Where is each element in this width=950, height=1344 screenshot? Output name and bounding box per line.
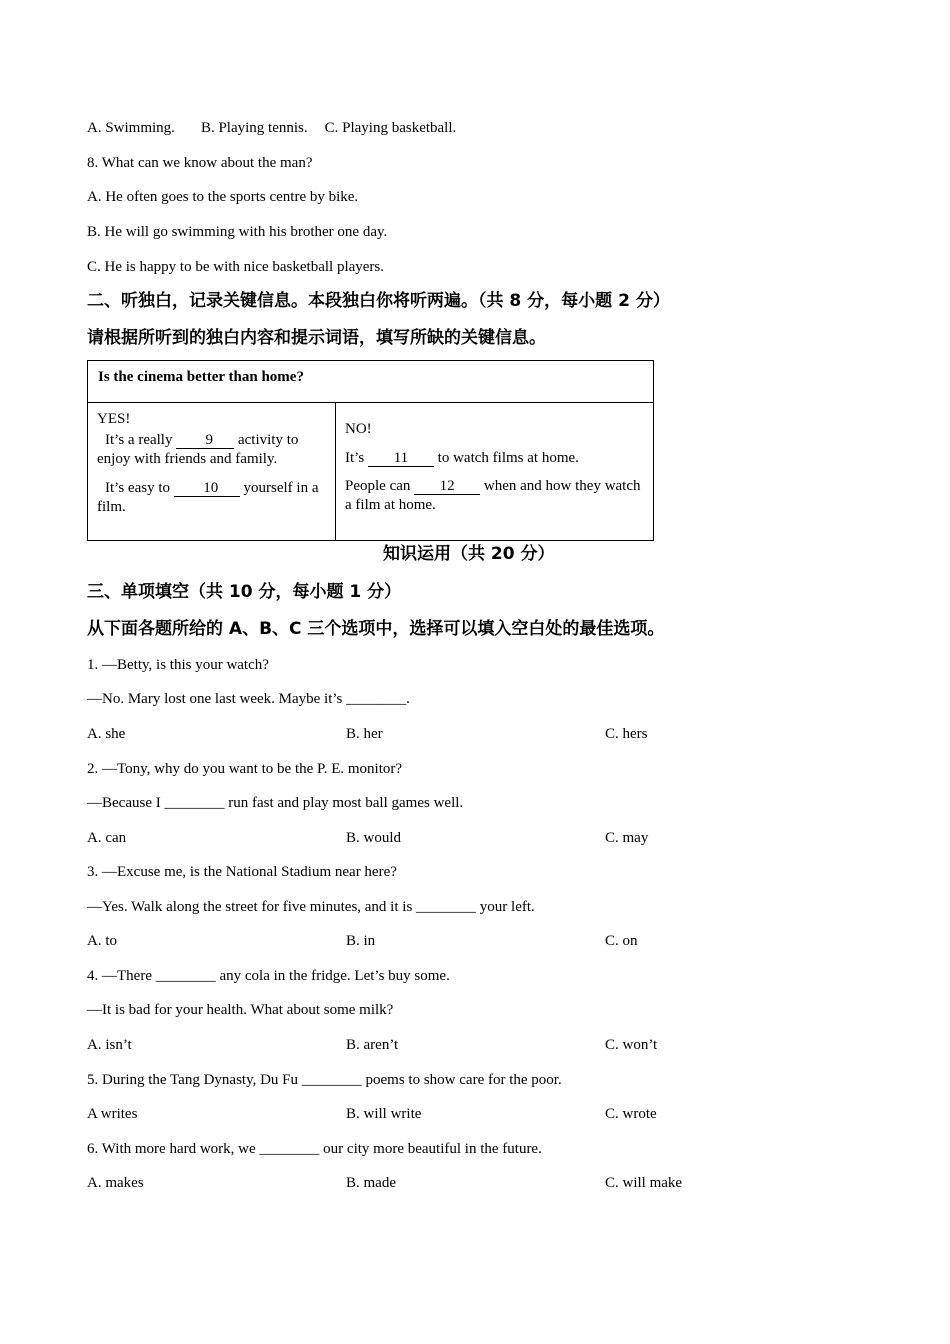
section2-title: 二、听独白，记录关键信息。本段独白你将听两遍。（共 8 分，每小题 2 分）: [87, 291, 670, 311]
blank-10: 10: [174, 480, 240, 497]
q7-option-a: A. Swimming.: [87, 120, 175, 136]
yes-title: YES!: [97, 411, 131, 427]
q4-reply: —It is bad for your health. What about some milk?: [87, 1002, 394, 1018]
q8-option-a: A. He often goes to the sports centre by bike.: [87, 189, 359, 205]
q8-question: 8. What can we know about the man?: [87, 155, 313, 171]
blank-12: 12: [414, 478, 480, 495]
no-title: NO!: [345, 421, 372, 437]
q1-option-b: B. her: [346, 726, 383, 742]
knowledge-title: 知识运用（共 20 分）: [383, 544, 555, 564]
no-line2: People can 12 when and how they watch a film at home.: [345, 478, 641, 513]
q3-option-c: C. on: [605, 933, 638, 949]
yes-cell: [88, 403, 336, 541]
q4-option-b: B. aren’t: [346, 1037, 399, 1053]
q3-stem: 3. —Excuse me, is the National Stadium near here?: [87, 864, 397, 880]
q5-option-a: A writes: [87, 1106, 138, 1122]
q6-option-a: A. makes: [87, 1175, 144, 1191]
q3-reply: —Yes. Walk along the street for five minutes, and it is ________ your left.: [87, 899, 535, 915]
q1-option-a: A. she: [87, 726, 126, 742]
blank-11: 11: [368, 450, 434, 467]
q1-reply: —No. Mary lost one last week. Maybe it’s ________.: [87, 691, 410, 707]
q4-stem: 4. —There ________ any cola in the fridge. Let’s buy some.: [87, 968, 450, 984]
no-cell: [336, 403, 654, 541]
section2-instruction: 请根据所听到的独白内容和提示词语，填写所缺的关键信息。: [87, 328, 546, 348]
blank-9: 9: [176, 432, 234, 449]
q1-option-c: C. hers: [605, 726, 648, 742]
q2-option-b: B. would: [346, 830, 402, 846]
q1-stem: 1. —Betty, is this your watch?: [87, 657, 269, 673]
q7-option-b: B. Playing tennis.: [200, 120, 308, 136]
q7-option-c: C. Playing basketball.: [324, 120, 457, 136]
q5-stem: 5. During the Tang Dynasty, Du Fu ________ poems to show care for the poor.: [87, 1072, 562, 1088]
q2-option-a: A. can: [87, 830, 127, 846]
q7-options: [87, 118, 456, 138]
q6-option-c: C. will make: [605, 1175, 683, 1191]
section3-title: 三、单项填空（共 10 分，每小题 1 分）: [87, 582, 402, 602]
table-header: Is the cinema better than home?: [88, 361, 654, 403]
q4-option-c: C. won’t: [605, 1037, 658, 1053]
q2-reply: —Because I ________ run fast and play most ball games well.: [87, 795, 464, 811]
key-info-table: [87, 360, 654, 541]
q5-option-b: B. will write: [346, 1106, 422, 1122]
q3-option-a: A. to: [87, 933, 117, 949]
q2-stem: 2. —Tony, why do you want to be the P. E. monitor?: [87, 761, 403, 777]
q2-option-c: C. may: [605, 830, 649, 846]
yes-line2: It’s easy to 10 yourself in a film.: [97, 480, 319, 515]
yes-line1: It’s a really 9 activity to enjoy with friends and family.: [97, 432, 299, 467]
q6-option-b: B. made: [346, 1175, 396, 1191]
q4-option-a: A. isn’t: [87, 1037, 132, 1053]
q8-option-b: B. He will go swimming with his brother one day.: [87, 224, 388, 240]
q6-stem: 6. With more hard work, we ________ our city more beautiful in the future.: [87, 1141, 542, 1157]
q5-option-c: C. wrote: [605, 1106, 657, 1122]
q8-option-c: C. He is happy to be with nice basketball players.: [87, 259, 385, 275]
section3-instruction: 从下面各题所给的 A、B、C 三个选项中，选择可以填入空白处的最佳选项。: [87, 619, 665, 639]
q3-option-b: B. in: [346, 933, 376, 949]
no-line1: It’s 11 to watch films at home.: [345, 450, 579, 466]
